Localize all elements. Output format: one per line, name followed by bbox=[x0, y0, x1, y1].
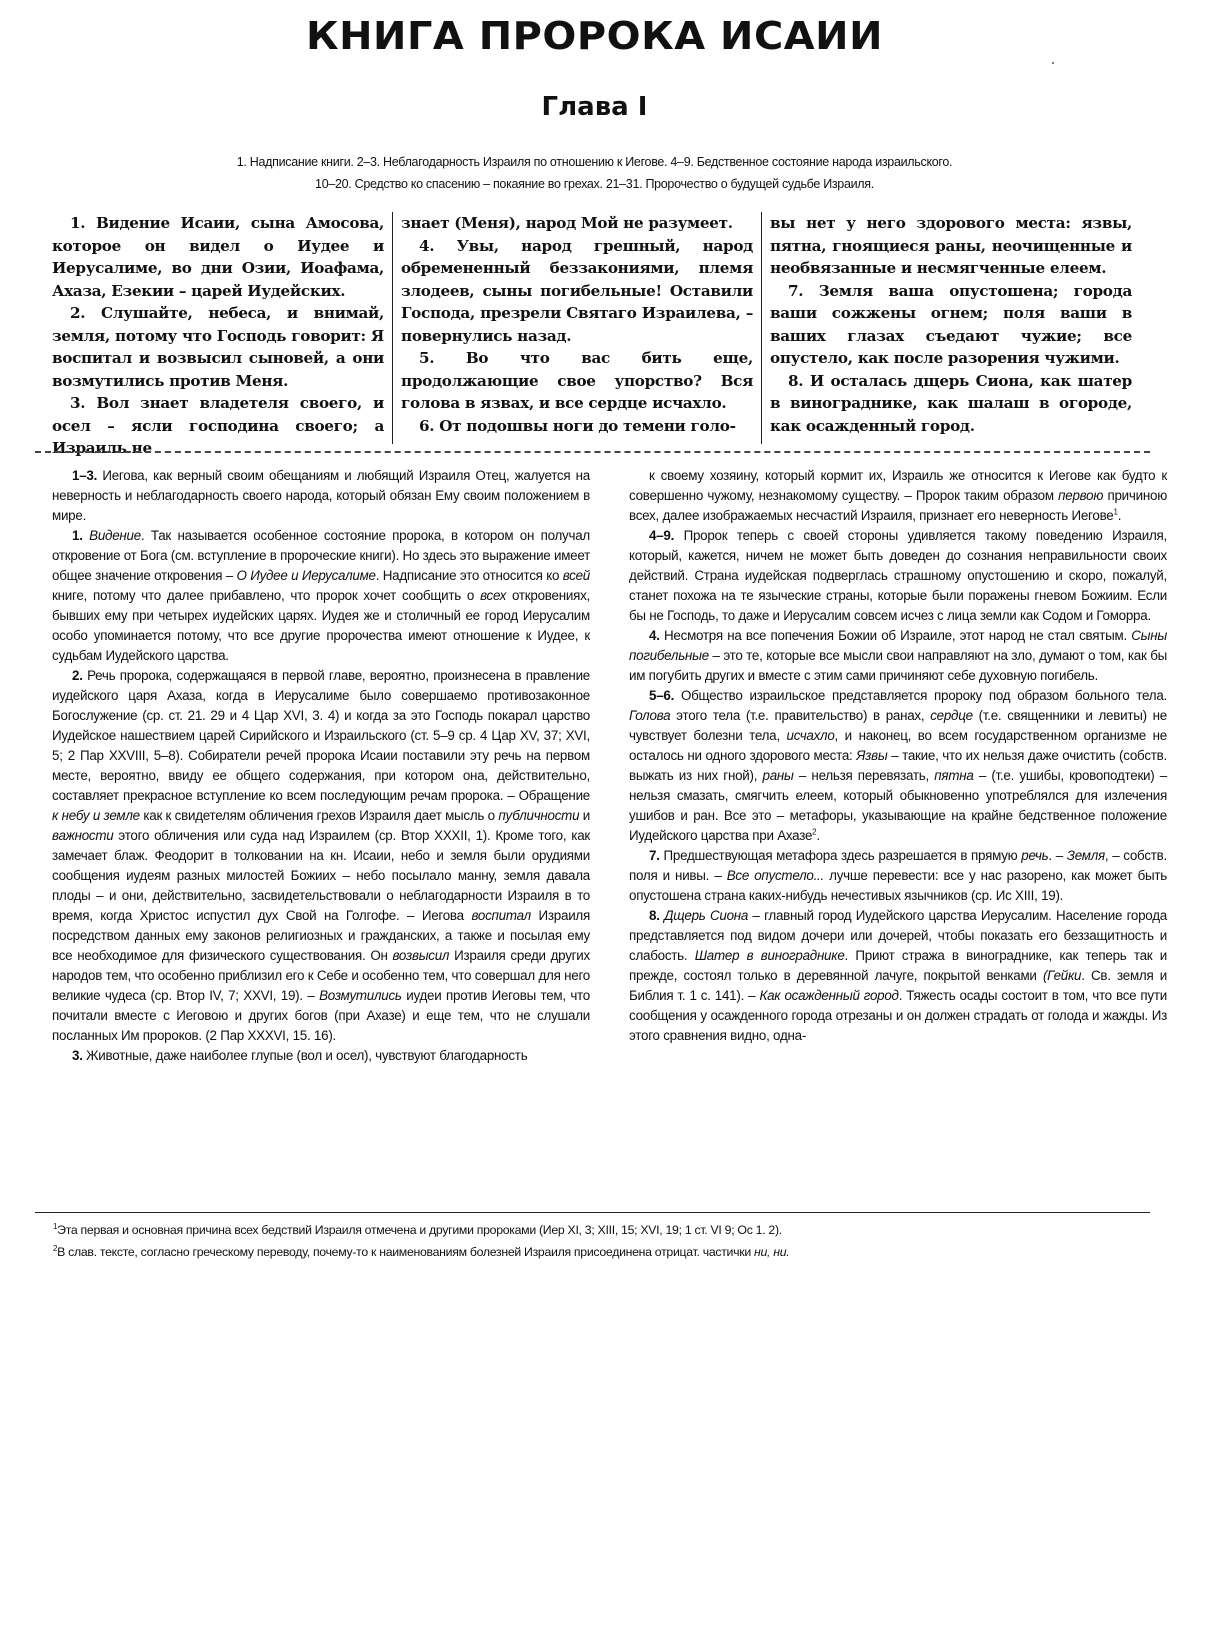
verse-paragraph: вы нет у него здорового места: язвы, пятна, гноящиеся раны, неочищенные и необвязанные и несмягченные елеем. bbox=[770, 214, 1132, 277]
emphasis: к небу и земле bbox=[52, 808, 140, 823]
commentary-paragraph bbox=[52, 666, 590, 1046]
emphasis: Земля bbox=[1066, 848, 1105, 863]
text-run: . Так называется особенное состояние пророка, в котором он получал откровение от Бога (см. вступление в пророческие книги). Но здесь это выражение имеет общее значение откровения – bbox=[52, 528, 590, 583]
text-run: – это те, которые все мысли свои направляют на зло, думают о том, как бы им погубить других и вместе с этим сами причиняют себе духовную погибель. bbox=[629, 648, 1167, 683]
emphasis: Видение bbox=[89, 528, 141, 543]
emphasis: Шатер в винограднике bbox=[694, 948, 845, 963]
summary-line-1: 1. Надписание книги. 2–3. Неблагодарность Израиля по отношению к Иегове. 4–9. Бедственное состояние народа израильского. bbox=[236, 155, 953, 169]
text-run: к своему хозяину, который кормит их, Израиль же относится к Иегове как будто к совершенно чужому, незнакомому существу. – Пророк таким образом bbox=[629, 468, 1167, 503]
emphasis: всех bbox=[480, 588, 507, 603]
text-run: . Надписание это относится ко bbox=[375, 568, 563, 583]
text-run: , и наконец, во всем государственном организме не осталось ни одного здорового места: bbox=[629, 728, 1167, 763]
verse-text bbox=[52, 212, 1172, 457]
commentary-paragraph bbox=[629, 906, 1167, 1046]
item-number: 4–9. bbox=[649, 528, 675, 543]
text-run: книге, потому что далее прибавлено, что пророк хочет сообщить о bbox=[52, 588, 481, 603]
text-run: . bbox=[1117, 508, 1122, 523]
footnote-ref: 2 bbox=[53, 1243, 58, 1253]
item-number: 5–6. bbox=[649, 688, 675, 703]
commentary-paragraph bbox=[629, 686, 1167, 846]
verse-paragraph: знает (Меня), народ Мой не разумеет. bbox=[401, 214, 733, 232]
text-run: иудеи против Иеговы тем, что почитали вместе с Иеговою и других богов (при Ахазе) и еще тем, что не слушали посланных Им пророков. (2 Пар XXXVI, 15. 16). bbox=[52, 988, 590, 1043]
emphasis: О Иудее и Иерусалиме bbox=[236, 568, 376, 583]
text-run: . bbox=[816, 828, 820, 843]
emphasis: речь bbox=[1021, 848, 1049, 863]
emphasis: раны bbox=[762, 768, 794, 783]
verse-paragraph: 1. Видение Исаии, сына Амосова, которое он видел о Иудее и Иерусалиме, во дни Озии, Иоафама, Ахаза, Езекии – царей Иудейских. bbox=[52, 214, 384, 300]
text-run: – главный город Иудейского царства Иерусалим. Население города представляется под видом дочери или дочерей, чтобы показать его беззащитность и слабость. bbox=[629, 908, 1167, 963]
text-run: Несмотря на все попечения Божии об Израиле, этот народ не стал святым. bbox=[659, 628, 1132, 643]
emphasis: Как осажденный город bbox=[759, 988, 899, 1003]
emphasis: сердце bbox=[930, 708, 973, 723]
footnotes bbox=[35, 1212, 1150, 1263]
emphasis: важности bbox=[52, 828, 114, 843]
emphasis: ни, ни. bbox=[754, 1245, 790, 1259]
footnote bbox=[35, 1241, 1150, 1263]
commentary-column-right bbox=[629, 466, 1167, 1186]
verse-paragraph: 3. Вол знает владетеля своего, и осел – ясли господина своего; а Израиль не bbox=[52, 394, 384, 457]
text-run: Эта первая и основная причина всех бедствий Израиля отмечена и другими пророками (Иер XI, 3; XIII, 15; XVI, 19; 1 ст. VI 9; Ос 1. 2). bbox=[57, 1223, 782, 1237]
text-run: – нельзя перевязать, bbox=[793, 768, 935, 783]
emphasis: пятна bbox=[934, 768, 974, 783]
verse-paragraph: 7. Земля ваша опустошена; города ваши сожжены огнем; поля ваши в ваших глазах съедают чужие; все опустело, как после разорения чужими. bbox=[770, 281, 1132, 367]
emphasis: воспитал bbox=[471, 908, 531, 923]
item-number: 2. bbox=[72, 668, 83, 683]
text-run: . Приют стража в винограднике, как теперь так и прежде, состоял только в деревянной лачуге, покрытой венками bbox=[629, 948, 1168, 983]
text-run: Израиля среди других народов тем, что особенно приблизил его к Себе и особенно тем, что совершал для него великие чудеса (ср. Втор IV, 7; XXVI, 19). – bbox=[52, 948, 590, 1003]
verse-paragraph: 5. Во что вас бить еще, продолжающие свое упорство? Вся голова в язвах, и все сердце исчахло. bbox=[401, 349, 753, 412]
emphasis: публичности bbox=[498, 808, 580, 823]
item-number: 7. bbox=[649, 848, 660, 863]
commentary-paragraph bbox=[52, 1046, 590, 1066]
commentary-paragraph bbox=[629, 626, 1167, 686]
commentary-paragraph bbox=[629, 466, 1167, 526]
text-run: . – bbox=[1048, 848, 1067, 863]
verse-paragraph: 6. От подошвы ноги до темени голо- bbox=[419, 416, 736, 435]
commentary-paragraph bbox=[52, 466, 590, 526]
emphasis: возвысил bbox=[392, 948, 450, 963]
commentary-paragraph bbox=[52, 526, 590, 666]
footnote-ref: 1 bbox=[1113, 507, 1118, 517]
section-divider bbox=[35, 451, 1150, 453]
text-run: В слав. тексте, согласно греческому переводу, почему-то к наименованиям болезней Израиля присоединена отрицат. частички bbox=[57, 1245, 754, 1259]
commentary bbox=[52, 466, 1167, 1186]
text-run: этого обличения или суда над Израилем (ср. Втор XXXII, 1). Кроме того, как замечает блаж. Феодорит в толковании на кн. Исаии, небо и земля были орудиями сообщения иудеям разных милостей Божиих – небо посылало манну, земля давала плоды – и они, действительно, засвидетельствовали о неблагодарности Израиля в то время, когда Христос испустил дух Свой на Голгофе. – Иегова bbox=[52, 828, 590, 923]
emphasis: (Гейки bbox=[1042, 968, 1082, 983]
text-run: как к свидетелям обличения грехов Израиля дает мысль о bbox=[139, 808, 499, 823]
verse-paragraph: 4. Увы, народ грешный, народ обремененный беззакониями, племя злодеев, сыны погибельные! Оставили Господа, презрели Святаго Израилева, – повернулись назад. bbox=[401, 236, 753, 345]
item-number: 1. bbox=[72, 528, 83, 543]
emphasis: Язвы bbox=[856, 748, 888, 763]
item-number: 3. bbox=[72, 1048, 83, 1063]
text-run: откровениях, бывших ему при четырех иудейских царях. Иудея же и столичный ее город Иерусалим особо упоминается потому, что все другие пророчества имеют отношение к Иудее, к судьбам Иудейского царства. bbox=[52, 588, 590, 663]
chapter-summary bbox=[100, 151, 1089, 195]
verse-column-2 bbox=[392, 212, 762, 444]
footnote-ref: 2 bbox=[812, 827, 817, 837]
commentary-column-left bbox=[52, 466, 590, 1186]
verse-column-1 bbox=[52, 212, 392, 457]
emphasis: Возмутились bbox=[319, 988, 402, 1003]
summary-line-2: 10–20. Средство ко спасению – покаяние во грехах. 21–31. Пророчество о будущей судьбе Израиля. bbox=[315, 177, 874, 191]
book-title: КНИГА ПРОРОКА ИСАИИ bbox=[305, 14, 884, 58]
text-run: . Св. земля и Библия т. 1 с. 141). – bbox=[629, 968, 1167, 1003]
emphasis: Сыны погибельные bbox=[629, 628, 1167, 663]
text-run: (т.е. священники и левиты) не чувствует болезни тела, bbox=[629, 708, 1167, 743]
text-run: Общество израильское представляется пророку под образом больного тела. bbox=[674, 688, 1167, 703]
footnote bbox=[35, 1219, 1150, 1241]
commentary-paragraph bbox=[629, 846, 1167, 906]
verse-paragraph: 8. И осталась дщерь Сиона, как шатер в винограднике, как шалаш в огороде, как осажденный город. bbox=[770, 371, 1132, 435]
text-run: . Тяжесть осады состоит в том, что все пути сообщения у осажденного города отрезаны и он должен страдать от голода и жажды. Из этого сравнения видно, одна- bbox=[629, 988, 1167, 1043]
emphasis: исчахло bbox=[786, 728, 835, 743]
item-number: 1–3. bbox=[72, 468, 98, 483]
verse-column-3 bbox=[762, 212, 1132, 444]
speck-mark bbox=[1052, 62, 1054, 64]
text-run: Животные, даже наиболее глупые (вол и осел), чувствуют благодарность bbox=[82, 1048, 528, 1063]
text-run: – (т.е. ушибы, кровоподтеки) – нельзя смазать, смягчить елеем, который обыкновенно употреблялся для излечения ушибов и ран. Все это – метафоры, указывающие на крайне бедственное положение Иудейского царства при Ахазе bbox=[629, 768, 1167, 843]
emphasis: Дщерь Сиона bbox=[664, 908, 749, 923]
text-run: Иегова, как верный своим обещаниям и любящий Израиля Отец, жалуется на неверность и неблагодарность своего народа, который обязан Ему своим положением в мире. bbox=[52, 468, 590, 523]
item-number: 4. bbox=[649, 628, 660, 643]
text-run: – такие, что их нельзя даже очистить (собств. выжать из них гной), bbox=[629, 748, 1167, 783]
text-run: лучше перевести: все у нас разорено, как может быть опустошена страна каких-нибудь нечестивых язычников (ср. Ис XIII, 19). bbox=[629, 868, 1167, 903]
text-run: и bbox=[579, 808, 590, 823]
text-run: Израиля посредством данных ему законов религиозных и гражданских, а также и посылая ему все необходимое для физического существования. Он bbox=[52, 908, 590, 963]
emphasis: первою bbox=[1058, 488, 1104, 503]
text-run: Предшествующая метафора здесь разрешается в прямую bbox=[659, 848, 1022, 863]
item-number: 8. bbox=[649, 908, 660, 923]
text-run: , – собств. поля и нивы. – bbox=[629, 848, 1167, 883]
text-run: этого тела (т.е. правительство) в ранах, bbox=[670, 708, 931, 723]
text-run: Речь пророка, содержащаяся в первой главе, вероятно, произнесена в правление иудейского царя Ахаза, когда в Иерусалиме было совершаемо противозаконное Богослужение (ср. ст. 21. 29 и 4 Цар XVI, 3. 4) и когда за это Господь покарал царство Иудейское нашествием царей Сирийского и Израильского (ст. 5–9 ср. 4 Цар XV, 37; XVI, 5; 2 Пар XXVIII, 5–8). Собиратели речей пророка Исаии поставили эту речь на первом месте, вероятно, ввиду ее общего содержания, при котором она, действительно, составляет прекрасное вступление ко всем последующим речам пророка. – Обращение bbox=[52, 668, 590, 803]
footnote-ref: 1 bbox=[53, 1221, 58, 1231]
emphasis: Голова bbox=[629, 708, 671, 723]
commentary-paragraph bbox=[629, 526, 1167, 626]
verse-paragraph: 2. Слушайте, небеса, и внимай, земля, потому что Господь говорит: Я воспитал и возвысил сыновей, а они возмутились против Меня. bbox=[52, 304, 384, 390]
text-run: причиною всех, далее изображаемых несчастий Израиля, признает его неверность Иегове bbox=[629, 488, 1168, 523]
text-run: Пророк теперь с своей стороны удивляется такому поведению Израиля, который, кажется, ничем не может быть доведен до сознания неправильности своих действий. Страна иудейская подверглась страшному опустошению и скоро, пожалуй, станет похожа на те языческие страны, которые были поражены гневом Божиим. Если бы не Господь, то даже и Иерусалим совсем исчез с лица земли как Содом и Гоморра. bbox=[629, 528, 1167, 623]
chapter-title: Глава I bbox=[541, 92, 648, 122]
emphasis: всей bbox=[562, 568, 590, 583]
emphasis: Все опустело... bbox=[726, 868, 824, 883]
